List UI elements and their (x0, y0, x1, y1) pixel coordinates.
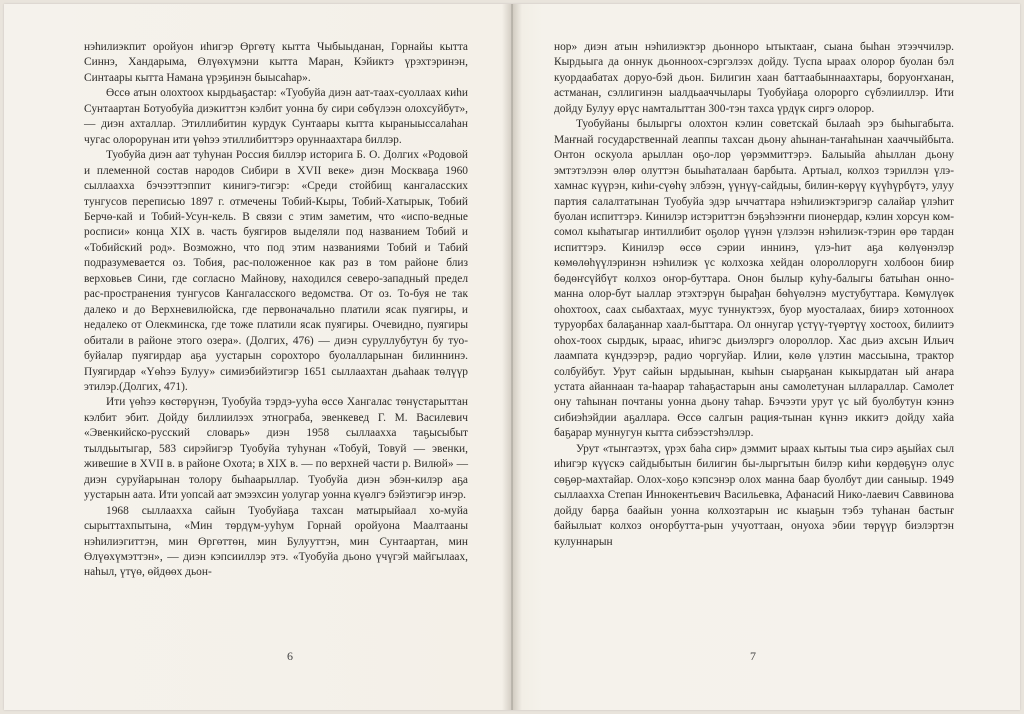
right-paragraph-2: Туобуйаны былыргы олохтон кэлин советскай былааһ эрэ быһыгабыта. Маҥнай государственнай леаппы тахсан дьону аһынан-таҥаһынан хааччыйбыта. Онтон оскуола арыллан оҕо-лор үөрэммиттэрэ. Балыыйа аһыллан дьону эмтэтэлээн өлөр олуттэн быыһаталаан барбыта. Артыал, колхоз тэриллэн үлэ-хамнас күүрэн, киһи-сүөһү элбээн, үүнүү-сайдыы, билин-көрүү күүһүрбүтэ, улуу партия салалтатынан Туобуйа эдэр ыччаттара нэһилиэктэригэр салайар үлэһит буолан испиттэрэ. Кинилэр истэриттэн бэҕэһээҥҥи пионердар, кэлин хорсун ком-сомол кыһатыгар интиллибит оҕолор үүнэн үлэлээн нэһилиэк-тэрин өрө тардан испиттэрэ. Кинилэр өссө сэрии иннинэ, үлэ-һит аҕа көлүөнэлэр көмөлөһүүлэринэн нэһилиэк үс колхозка хейдан олороллоругн холбоон биир бөдөҥсүйбүт колхоз оҥор-буттара. Онон былыр куһу-балыгы батыһан онно-манна олор-бут ыаллар этэхтэрүн бырађан бөһүөлэнэ мустубуттара. Көмүлүөк оһохтоох, саах сыбахтаах, муус туннуктээх, буор муосталаах, биирэ хотонноох туруорбах балаҕаннар хаал-быттара. Ол оннугар үстүү-түөртүү хостоох, билиитэ оһох-тоох сырдык, ыраас, иһигэс дьиэлэргэ олороллор. Хас дьиэ ахсын Ильич лаампата күндээрэр, радио чоргуйар. Илии, көлө үлэтин массыына, трактор солбуйбут. Урут сайын ырдыынан, кыһын сыарҕанан кыкырдатан ый аҥара устата айаннаан та-һаарар таһаҕастарын аны самолетунан ыллараллар. Самолет ону таһынан почтаны уонна дьону таһар. Бэчээти урут үс ый буолбутун кэннэ сибиэһэйдии аҕаллара. Өссө салгын рация-тынан күннэ иккитэ дойду хайа баҕарар муннугун кытта сибээстэһэллэр. (554, 118, 954, 440)
right-paragraph-3: Урут «тыҥгаэтэх, үрэх баһа сир» дэммит ыраах кытыы тыа сирэ аҕыйах сыл иһигэр күүскэ сайдыбытын билигин бы-лыргытын билэр киһи көрдөҕүнэ олус сөҕөр-махтайар. Олох-хоҕо кэпсэнэр олох манна баар буолбут дии саныыр. 1949 сыллаахха Степан Иннокентьевич Васильевка, Афанасий Нико-лаевич Саввинова дойду барҕа баайын уонна колхозтарын ис кыаҕын тэбэ туһанан бастыҥ байылыат колхоз оҥорбутта-рын учуоттаан, онуоха эбии төрүүр биэлэртэн кулуннарын (554, 442, 954, 548)
left-page (4, 4, 512, 710)
left-page-number: 6 (287, 649, 293, 663)
left-paragraph-2: Өссө атын олохтоох кырдьаҕастар: «Туобуйа диэн аат-таах-суоллаах киһи Сунтаартан Ботуобуйа диэкиттэн кэлбит уонна бу сири сөбүлээн олохсуйбут», — диэн ахталлар. Этиллибитин курдук Сунтаары кытта кыраныыссалаһан чугас олорорунан ити үөһээ этиллибиттэрэ оруннаахтара биллэр. (84, 87, 468, 146)
left-paragraph-4: Ити үөһээ көстөрүнэн, Туобуйа тэрдэ-ууһа өссө Хангалас төнүстарыттан кэлбит эбит. Дойду биллиилээх этнограба, эвенкевед Г. М. Василевич «Эвенкийско-русский словарь» диэн 1958 сыллаахха таҕысыбыт тылдьытыгар, 583 сирэйигэр Туобуйа туһунан «Тобуй, Товуй — эвенки, живешие в XVII в. в районе Охота; в XIX в. — по верхней части р. Вилюй» — диэн суруйарынан толору быһаарыллар. Туобуйа диэн эбэн-килэр аҕа уустарын аата. Ити уопсай аат эмээхсин уолугар уонна күөлгэ бэйэтигэр иҥэр. (84, 396, 468, 502)
left-paragraph-3: Туобуйа диэн аат туһунан Россия биллэр историга Б. О. Долгих «Родовой и племенной состав народов Сибири в XVII веке» диэн Москваҕа 1960 сыллаахха бэчээттэппит кинигэ-тигэр: «Среди стойбищ кангаласских тунгусов переписью 1897 г. отмечены Тобий-Кыры, Тобий-Хатырык, Тобий Берчө-кай и Тобий-Усун-кель. В связи с этим заметим, что «испо-ведные росписи» конца XIX в. часть буягиров выделяли под названием Тобий и «Тобийский род». Возможно, что под этим названиями Тобий и Табий подразумевается оз. Тобия, рас-положенное как раз в том районе близ верховьев Сини, где согласно Майнову, находился северо-западный предел рас-пространения тунгусов Кангаласского ведомства. От оз. То-буя не так далеко и до Верхневилюйска, где первоначально платили ясак пуягиры, и недалеко от Олекминска, где тоже платили ясак пуягиры. Очевидно, пуягиры обитали в районе этого озера». (Долгих, 476) — диэн суруллубутун бу туо-буйалар пуягирдар аҕа уустарын сорохторо буолалларынан билиннинэ. Пуягирдар «Үөһээ Булуу» симиэбийэтигэр 1651 сыллаахтан дьаһаак төлүүр этилэр.(Долгих, 471). (84, 149, 468, 393)
book-gutter (502, 4, 522, 710)
left-paragraph-1: нэһилиэкпит оройуон иһигэр Өргөтү кытта Чыбыыданан, Горнайы кытта Синнэ, Хандарыма, Өлүөхүмэни кытта Маран, Кэйиктэ үрэхтэринэн, Синтаары кытта Намана үрэҕинэн быысаһар». (84, 41, 468, 84)
left-paragraph-5: 1968 сыллаахха сайын Туобуйаҕа тахсан матырыйаал хо-муйа сырыттахпытына, «Мин төрдүм-ууһум Горнай оройуона Маалтааны нэһилиэгиттэн, мин Өргөттөн, мин Булууттэн, мин Сунтаартан, мин Өлүөхүмэттэн», — диэн кэпсииллэр этэ. «Туобуйа дьоно үчүгэй майгылаах, наһыл, үтүө, өйдөөх дьон- (84, 504, 468, 579)
book-spread (4, 4, 1020, 710)
right-page-number: 7 (750, 649, 756, 663)
right-page-text (554, 40, 954, 550)
left-page-text (84, 40, 468, 581)
right-page (512, 4, 1020, 710)
right-paragraph-1: нор» диэн атын нэһилиэктэр дьонноро ытыктааҥ, сыана быһан этээччилэр. Кырдьыга да оннук дьонноох-сэргэлээх дойду. Туспа ыраах олорор буолан бэл куордаабатах доруо-бэй дьон. Билигин хаан баттаабыннаахтары, боруоҥханан, астманан, сэллигинэн ыалдьааччылары Туобуйаҕа олорорго сүбэлииллэр. Ити дойду Булуу өрүс намталыттан 300-тэн тахса үрдүк сиргэ олорор. (554, 41, 954, 115)
